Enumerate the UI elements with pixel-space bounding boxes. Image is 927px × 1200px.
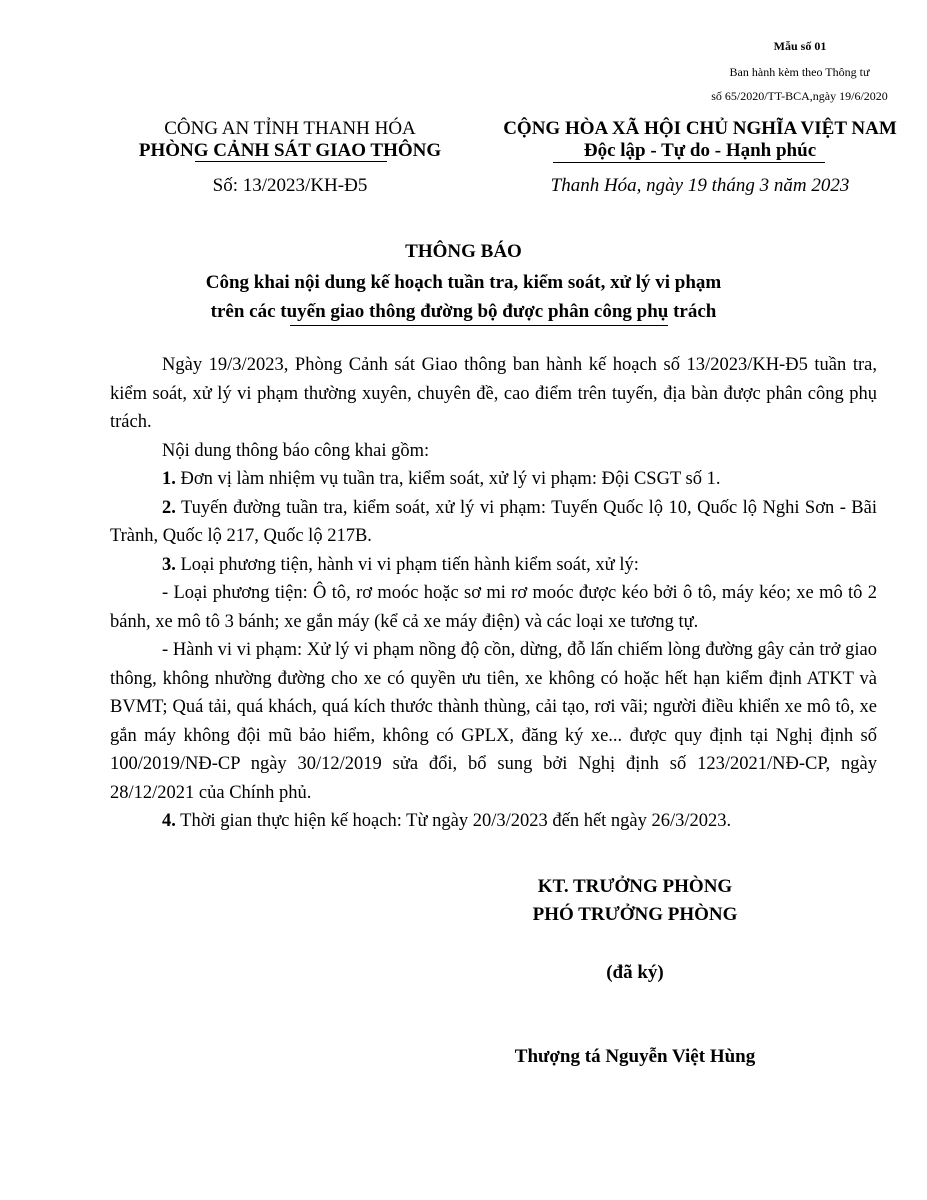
- signer-title-1: KT. TRƯỞNG PHÒNG: [537, 876, 733, 897]
- item-2-number: 2.: [162, 497, 176, 518]
- doc-subtitle-line-2: trên các tuyến giao thông đường bộ được phân công phụ trách: [210, 301, 717, 322]
- item-3-violations: - Hành vi vi phạm: Xử lý vi phạm nồng độ cồn, dừng, đỗ lấn chiếm lòng đường gây cản trở giao thông, không nhường đường cho xe có quyền ưu tiên, xe không có hoặc hết hạn kiểm định ATKT và BVMT; Quá tải, quá khách, quá kích thước thành thùng, cải tạo, rơi vãi; người điều khiển xe mô tô, xe gắn máy không đội mũ bảo hiểm, không có GPLX, đăng ký xe... được quy định tại Nghị định số 100/2019/NĐ-CP ngày 30/12/2019 sửa đổi, bổ sung bởi Nghị định số 123/2021/NĐ-CP, ngày 28/12/2021 của Chính phủ.: [110, 640, 877, 803]
- place-date: Thanh Hóa, ngày 19 tháng 3 năm 2023: [550, 175, 850, 196]
- doc-body: [110, 351, 877, 836]
- signer-title-2: PHÓ TRƯỞNG PHÒNG: [532, 904, 738, 925]
- content-intro: Nội dung thông báo công khai gồm:: [162, 440, 430, 461]
- intro-paragraph: Ngày 19/3/2023, Phòng Cảnh sát Giao thông ban hành kế hoạch số 13/2023/KH-Đ5 tuần tra, kiểm soát, xử lý vi phạm thường xuyên, chuyên đề, cao điểm trên tuyến, địa bàn được phân công phụ trách.: [110, 355, 877, 432]
- item-3-vehicles: - Loại phương tiện: Ô tô, rơ moóc hoặc sơ mi rơ moóc được kéo bởi ô tô, máy kéo; xe mô tô 2 bánh, xe mô tô 3 bánh; xe gắn máy (kể cả xe máy điện) và các loại xe tương tự.: [110, 583, 877, 632]
- doc-subtitle-line-1: Công khai nội dung kế hoạch tuần tra, kiểm soát, xử lý vi phạm: [205, 272, 722, 293]
- national-motto: Độc lập - Tự do - Hạnh phúc: [583, 140, 817, 161]
- item-3: [110, 551, 877, 580]
- title-underline: [290, 325, 668, 326]
- doc-number: Số: 13/2023/KH-Đ5: [212, 175, 368, 196]
- signed-note: (đã ký): [606, 962, 664, 983]
- item-1-text: Đơn vị làm nhiệm vụ tuần tra, kiểm soát, xử lý vi phạm: Đội CSGT số 1.: [180, 469, 721, 489]
- nation-name: CỘNG HÒA XÃ HỘI CHỦ NGHĨA VIỆT NAM: [503, 118, 897, 139]
- item-1-number: 1.: [162, 469, 176, 489]
- item-2: [110, 494, 877, 551]
- form-issued-with: Ban hành kèm theo Thông tư: [729, 65, 870, 79]
- item-4: [110, 807, 877, 836]
- org-parent: CÔNG AN TỈNH THANH HÓA: [164, 118, 416, 139]
- item-1: [110, 465, 877, 494]
- org-name: PHÒNG CẢNH SÁT GIAO THÔNG: [138, 140, 442, 161]
- item-2-text: Tuyến đường tuần tra, kiểm soát, xử lý vi phạm: Tuyến Quốc lộ 10, Quốc lộ Nghi Sơn - Bãi Trành, Quốc lộ 217, Quốc lộ 217B.: [110, 497, 877, 546]
- form-circular: số 65/2020/TT-BCA,ngày 19/6/2020: [711, 89, 888, 103]
- item-3-text: Loại phương tiện, hành vi vi phạm tiến hành kiểm soát, xử lý:: [180, 554, 639, 575]
- item-4-text: Thời gian thực hiện kế hoạch: Từ ngày 20/3/2023 đến hết ngày 26/3/2023.: [180, 811, 732, 831]
- org-underline: [195, 161, 387, 162]
- doc-title: THÔNG BÁO: [405, 241, 522, 262]
- form-number: Mẫu số 01: [773, 39, 827, 53]
- motto-underline: [553, 162, 825, 163]
- signer-name: Thượng tá Nguyễn Việt Hùng: [514, 1046, 756, 1067]
- item-4-number: 4.: [162, 811, 176, 831]
- item-3-number: 3.: [162, 554, 176, 575]
